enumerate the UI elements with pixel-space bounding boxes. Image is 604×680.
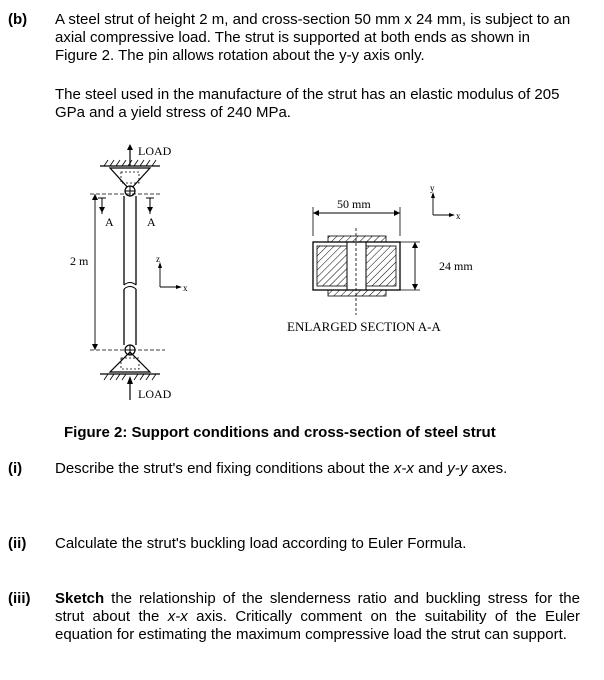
figure-caption: Figure 2: Support conditions and cross-section of steel strut bbox=[64, 424, 496, 441]
question-i-label: (i) bbox=[8, 460, 23, 477]
question-i-text: Describe the strut's end fixing conditions about the x-x and y-y axes. bbox=[55, 460, 508, 477]
section-title: ENLARGED SECTION A-A bbox=[287, 319, 441, 334]
height-dimension-label: 2 m bbox=[70, 254, 89, 268]
cross-section-view bbox=[313, 192, 455, 315]
load-label-top: LOAD bbox=[138, 144, 172, 158]
question-iii-label: (iii) bbox=[8, 590, 31, 607]
question-ii-text: Calculate the strut's buckling load according to Euler Formula. bbox=[55, 535, 467, 552]
part-b-paragraph-1: A steel strut of height 2 m, and cross-section 50 mm x 24 mm, is subject to an axial compressive load. The strut is supported at both ends as shown in Figure 2. The pin allows rotation about the y-y axis only. bbox=[55, 11, 571, 64]
question-iii-text: Sketch the relationship of the slenderness ratio and buckling stress for the strut about the x-x axis. Critically comment on the suitability of the Euler equation for estimating the maximum compressive load the strut can support. bbox=[55, 590, 580, 643]
axis-x-label-strut: x bbox=[183, 283, 188, 293]
part-b-paragraph-2: The steel used in the manufacture of the strut has an elastic modulus of 205 GPa and a yield stress of 240 MPa. bbox=[55, 86, 560, 121]
depth-dimension-label: 24 mm bbox=[439, 259, 473, 273]
axis-x-label-section: x bbox=[456, 211, 461, 221]
axis-z-label: z bbox=[156, 254, 160, 264]
axis-y-label: y bbox=[430, 183, 435, 193]
width-dimension-label: 50 mm bbox=[337, 197, 371, 211]
part-b-label: (b) bbox=[8, 11, 28, 28]
section-mark-right: A bbox=[147, 215, 156, 229]
load-label-bottom: LOAD bbox=[138, 387, 172, 401]
strut-side-view bbox=[68, 144, 182, 400]
section-mark-left: A bbox=[105, 215, 114, 229]
question-ii-label: (ii) bbox=[8, 535, 27, 552]
